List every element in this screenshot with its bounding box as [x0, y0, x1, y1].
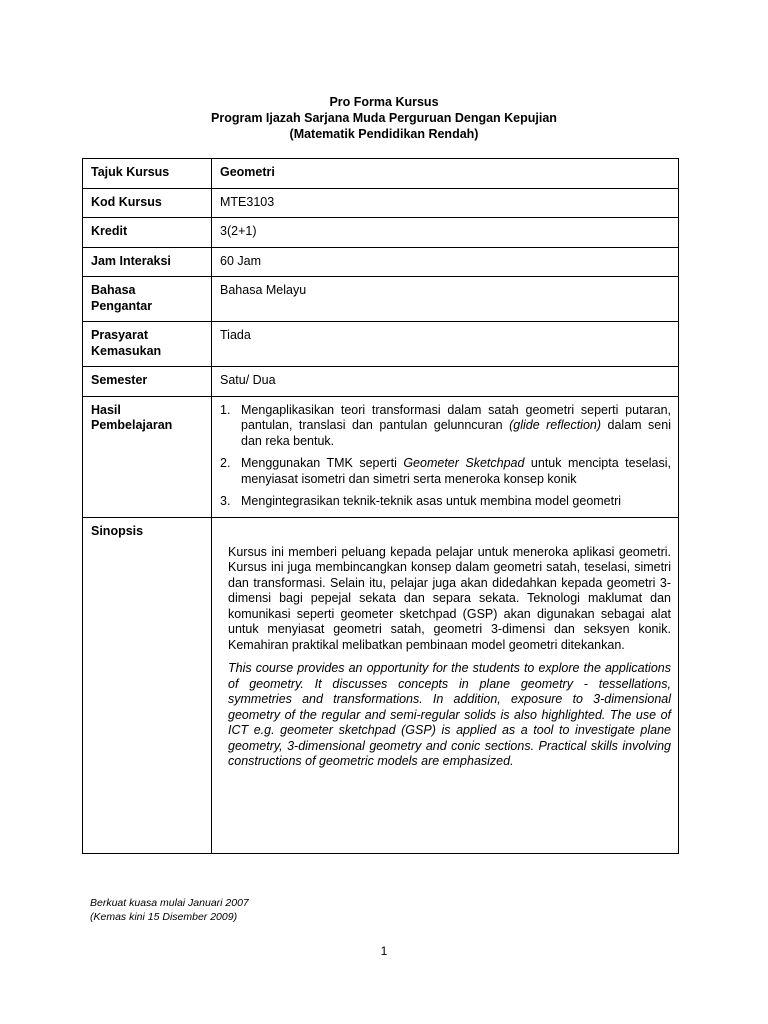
label-semester: Semester	[83, 367, 212, 397]
list-item	[220, 403, 671, 450]
label-kemasukan: Kemasukan	[91, 343, 162, 358]
item-number: 3.	[220, 494, 231, 508]
label-pembelajaran: Pembelajaran	[91, 418, 173, 432]
header-title: Pro Forma Kursus	[329, 95, 439, 109]
item-text-emphasis: Geometer Sketchpad	[403, 456, 525, 470]
value-bahasa-pengantar: Bahasa Melayu	[212, 277, 679, 322]
synopsis-text	[220, 524, 671, 770]
label-kredit: Kredit	[83, 218, 212, 248]
header-subject: (Matematik Pendidikan Rendah)	[289, 127, 479, 141]
row-bahasa-pengantar	[83, 277, 679, 322]
label-prasyarat-kemasukan	[83, 322, 212, 367]
label-hasil: Hasil	[91, 402, 121, 417]
label-prasyarat: Prasyarat	[91, 328, 148, 342]
item-text-end: untuk mencipta teselasi, menyiasat isometri dan simetri serta meneroka konsep konik	[241, 456, 672, 486]
value-hasil-pembelajaran	[212, 396, 679, 517]
value-kredit: 3(2+1)	[212, 218, 679, 248]
label-bahasa: Bahasa	[91, 283, 136, 297]
value-jam-interaksi: 60 Jam	[212, 247, 679, 277]
row-sinopsis	[83, 517, 679, 853]
pro-forma-table	[82, 158, 679, 854]
value-kod-kursus: MTE3103	[212, 188, 679, 218]
label-jam-interaksi: Jam Interaksi	[83, 247, 212, 277]
row-prasyarat-kemasukan	[83, 322, 679, 367]
learning-outcomes-list	[220, 403, 671, 510]
list-item	[220, 494, 671, 510]
item-text-emphasis: (glide reflection)	[509, 418, 602, 432]
value-sinopsis	[212, 517, 679, 853]
document-footer	[90, 896, 249, 924]
label-hasil-pembelajaran	[83, 396, 212, 517]
value-prasyarat-kemasukan: Tiada	[212, 322, 679, 367]
synopsis-malay-paragraph: Kursus ini memberi peluang kepada pelajar untuk meneroka aplikasi geometri. Kursus ini juga membincangkan konsep dalam geometri satah, teselasi, simetri dan transformasi. Selain itu, pelajar juga akan didedahkan kepada geometri 3-dimensi bagi pepejal sekata dan separa sekata. Teknologi maklumat dan komunikasi seperti geometer sketchpad (GSP) akan digunakan sebagai alat untuk menyiasat geometri satah, geometri 3-dimensi dan seksyen konik. Kemahiran praktikal melibatkan pembinaan model geometri ditekankan.	[228, 544, 671, 652]
page-number: 1	[380, 944, 388, 958]
row-hasil-pembelajaran	[83, 396, 679, 517]
label-tajuk-kursus: Tajuk Kursus	[83, 159, 212, 189]
value-semester: Satu/ Dua	[212, 367, 679, 397]
row-kredit	[83, 218, 679, 248]
value-tajuk-kursus: Geometri	[212, 159, 679, 189]
label-kod-kursus: Kod Kursus	[83, 188, 212, 218]
label-bahasa-pengantar	[83, 277, 212, 322]
synopsis-english-paragraph: This course provides an opportunity for the students to explore the applications of geometry. It discusses concepts in plane geometry - tessellations, symmetries and transformations. In addition, exposure to 3-dimensional geometry of the regular and semi-regular solids is also highlighted. The use of ICT e.g. geometer sketchpad (GSP) is applied as a tool to investigate plane geometry, 3-dimensional geometry and conic sections. Practical skills involving constructions of geometric models are emphasized.	[228, 661, 671, 768]
list-item	[220, 456, 671, 487]
row-kod-kursus	[83, 188, 679, 218]
item-text: Mengintegrasikan teknik-teknik asas untuk membina model geometri	[241, 494, 622, 508]
row-tajuk-kursus	[83, 159, 679, 189]
header-program: Program Ijazah Sarjana Muda Perguruan Dengan Kepujian	[211, 111, 557, 125]
label-pengantar: Pengantar	[91, 298, 153, 313]
row-jam-interaksi	[83, 247, 679, 277]
item-text-end: dalam seni dan reka bentuk.	[241, 418, 671, 448]
effective-date: Berkuat kuasa mulai Januari 2007	[90, 897, 249, 909]
document-header	[0, 94, 768, 142]
label-sinopsis: Sinopsis	[83, 517, 212, 853]
row-semester	[83, 367, 679, 397]
item-text: Menggunakan TMK seperti	[241, 456, 404, 470]
update-date: (Kemas kini 15 Disember 2009)	[90, 911, 238, 923]
item-number: 2.	[220, 456, 231, 470]
item-number: 1.	[220, 402, 231, 417]
item-text: Mengaplikasikan teori transformasi dalam satah geometri seperti putaran, pantulan, translasi dan pantulan gelunncuran	[241, 402, 671, 432]
